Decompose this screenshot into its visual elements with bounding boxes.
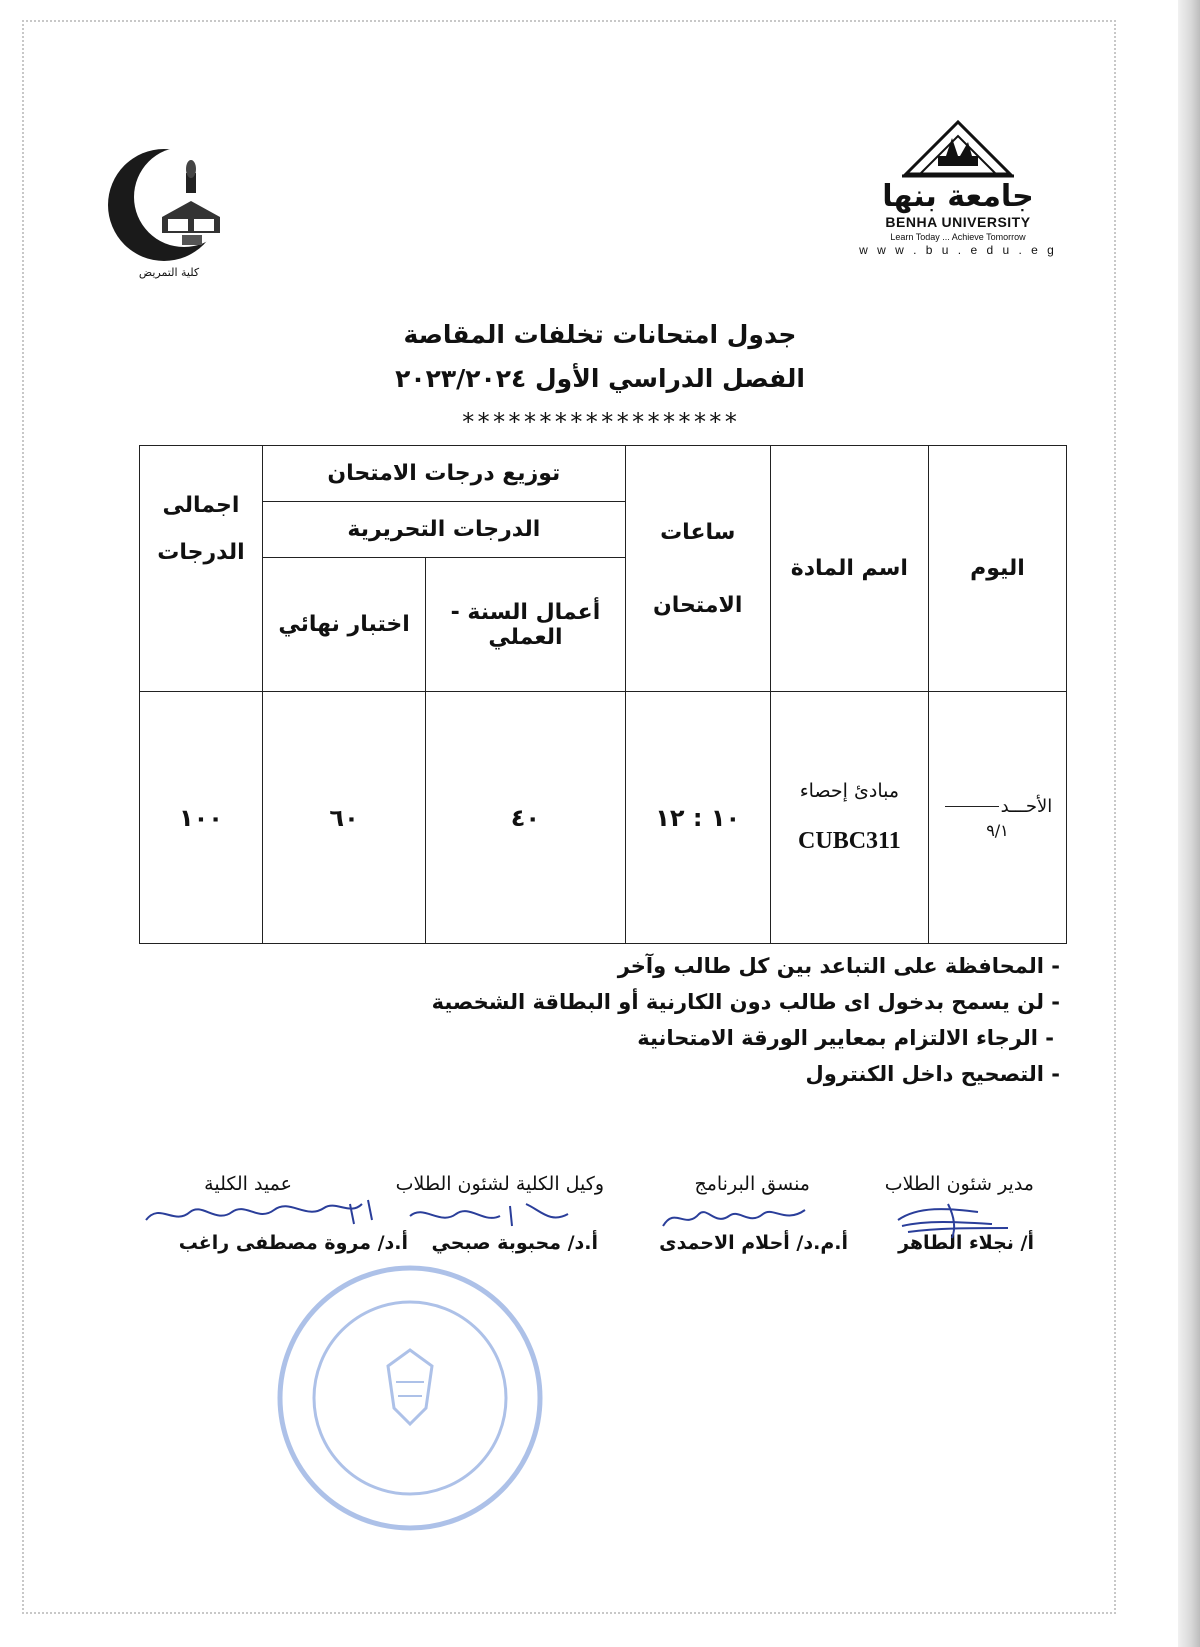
handwritten-signature-icon xyxy=(888,1198,1018,1240)
crescent-lamp-icon xyxy=(102,137,236,267)
university-name-arabic: جامعة بنها xyxy=(882,179,1034,214)
cell-total: ١٠٠ xyxy=(140,692,263,944)
university-emblem-icon xyxy=(898,116,1018,178)
header-coursework: أعمال السنة - العملي xyxy=(426,558,626,692)
signature-name-dean: أ.د/ مروة مصطفى راغب xyxy=(178,1232,408,1254)
cell-subject: مبادئ إحصاء CUBC311 xyxy=(770,692,928,944)
header-grade-distribution: توزيع درجات الامتحان xyxy=(262,446,625,502)
header-day: اليوم xyxy=(928,446,1066,692)
faculty-of-nursing-logo xyxy=(102,137,236,282)
cell-coursework: ٤٠ xyxy=(426,692,626,944)
handwritten-signature-icon xyxy=(140,1190,390,1236)
note-item: - المحافظة على التباعد بين كل طالب وآخر xyxy=(617,954,1060,978)
university-url: w w w . b u . e d u . e g xyxy=(859,243,1057,257)
signature-name-student-affairs-director: أ/ نجلاء الطاهر xyxy=(898,1232,1034,1254)
handwritten-signature-icon xyxy=(655,1196,815,1240)
note-item: - التصحيح داخل الكنترول xyxy=(805,1062,1060,1086)
header-exam-hours: ساعات الامتحان xyxy=(625,446,770,692)
signature-name-vice-dean: أ.د/ محبوبة صبحي xyxy=(431,1232,598,1254)
handwritten-signature-icon xyxy=(400,1196,580,1236)
header-subject: اسم المادة xyxy=(770,446,928,692)
header-written-grades: الدرجات التحريرية xyxy=(262,502,625,558)
benha-university-logo xyxy=(858,116,1058,276)
exam-notes xyxy=(140,948,1060,1092)
title-separator: ****************** xyxy=(460,408,740,436)
note-item: - لن يسمح بدخول اى طالب دون الكارنية أو البطاقة الشخصية xyxy=(431,990,1060,1014)
signature-vice-dean: وكيل الكلية لشئون الطلاب xyxy=(395,1173,604,1195)
signature-dean: عميد الكلية xyxy=(204,1173,292,1195)
university-name-english: BENHA UNIVERSITY xyxy=(885,214,1031,230)
signature-student-affairs-director: مدير شئون الطلاب xyxy=(884,1173,1034,1195)
cell-final-exam: ٦٠ xyxy=(262,692,425,944)
note-item: - الرجاء الالتزام بمعايير الورقة الامتحانية xyxy=(637,1026,1054,1050)
cell-hours: ١٠ : ١٢ xyxy=(625,692,770,944)
header-final-exam: اختبار نهائي xyxy=(262,558,425,692)
document-title: جدول امتحانات تخلفات المقاصة xyxy=(403,320,797,349)
signature-program-coordinator: منسق البرنامج xyxy=(694,1173,810,1195)
document-subtitle: الفصل الدراسي الأول ٢٠٢٣/٢٠٢٤ xyxy=(395,364,805,393)
signature-name-program-coordinator: أ.م.د/ أحلام الاحمدى xyxy=(659,1232,848,1254)
cell-day: الأحـــد ٩/١ xyxy=(928,692,1066,944)
table-row xyxy=(140,692,1067,944)
faculty-logo-caption: كلية التمريض xyxy=(138,266,200,279)
scan-edge xyxy=(1178,0,1200,1647)
official-stamp-icon xyxy=(270,1258,550,1538)
university-tagline: Learn Today ... Achieve Tomorrow xyxy=(890,232,1026,242)
exam-schedule-table xyxy=(139,445,1067,944)
header-total-grades: اجمالى الدرجات xyxy=(140,446,263,692)
